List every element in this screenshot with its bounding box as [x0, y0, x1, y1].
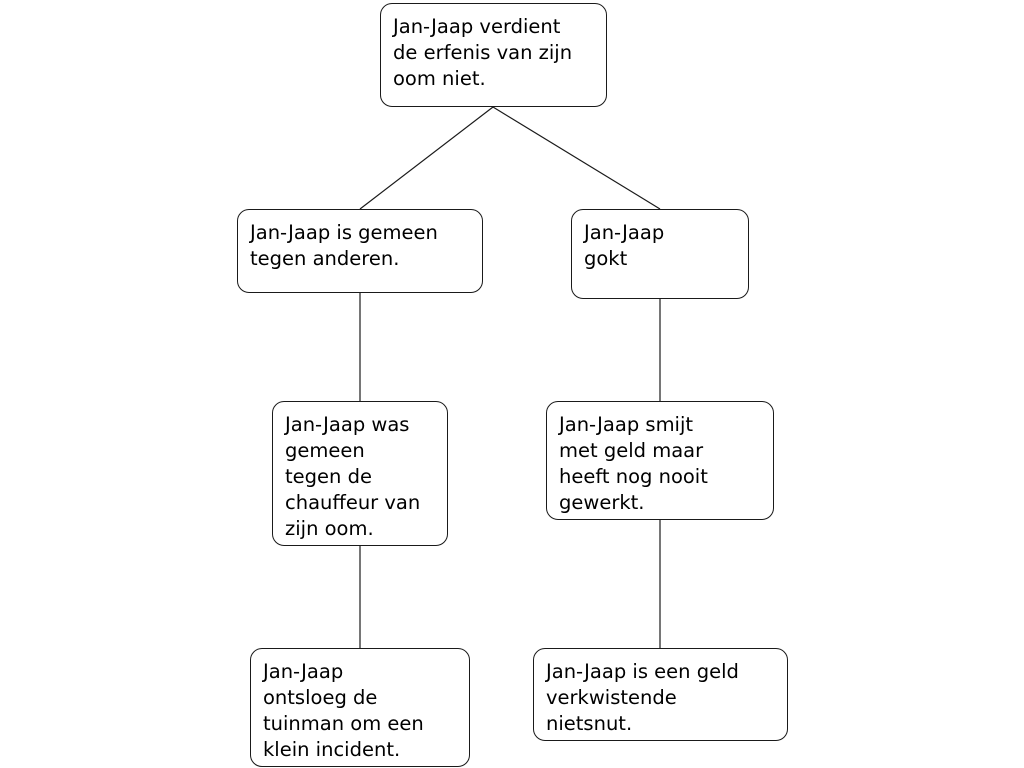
- root-claim-node: Jan-Jaap verdient de erfenis van zijn oom niet.: [380, 3, 607, 107]
- left-support-node: Jan-Jaap was gemeen tegen de chauffeur van zijn oom.: [272, 401, 448, 546]
- left-support2-node: Jan-Jaap ontsloeg de tuinman om een klein incident.: [250, 648, 470, 767]
- left-reason-node: Jan-Jaap is gemeen tegen anderen.: [237, 209, 483, 293]
- right-reason-node: Jan-Jaap gokt: [571, 209, 749, 299]
- connector-root-right: [493, 107, 660, 209]
- right-support-node: Jan-Jaap smijt met geld maar heeft nog nooit gewerkt.: [546, 401, 774, 520]
- right-support2-node: Jan-Jaap is een geld verkwistende nietsnut.: [533, 648, 788, 741]
- connector-root-left: [360, 107, 493, 209]
